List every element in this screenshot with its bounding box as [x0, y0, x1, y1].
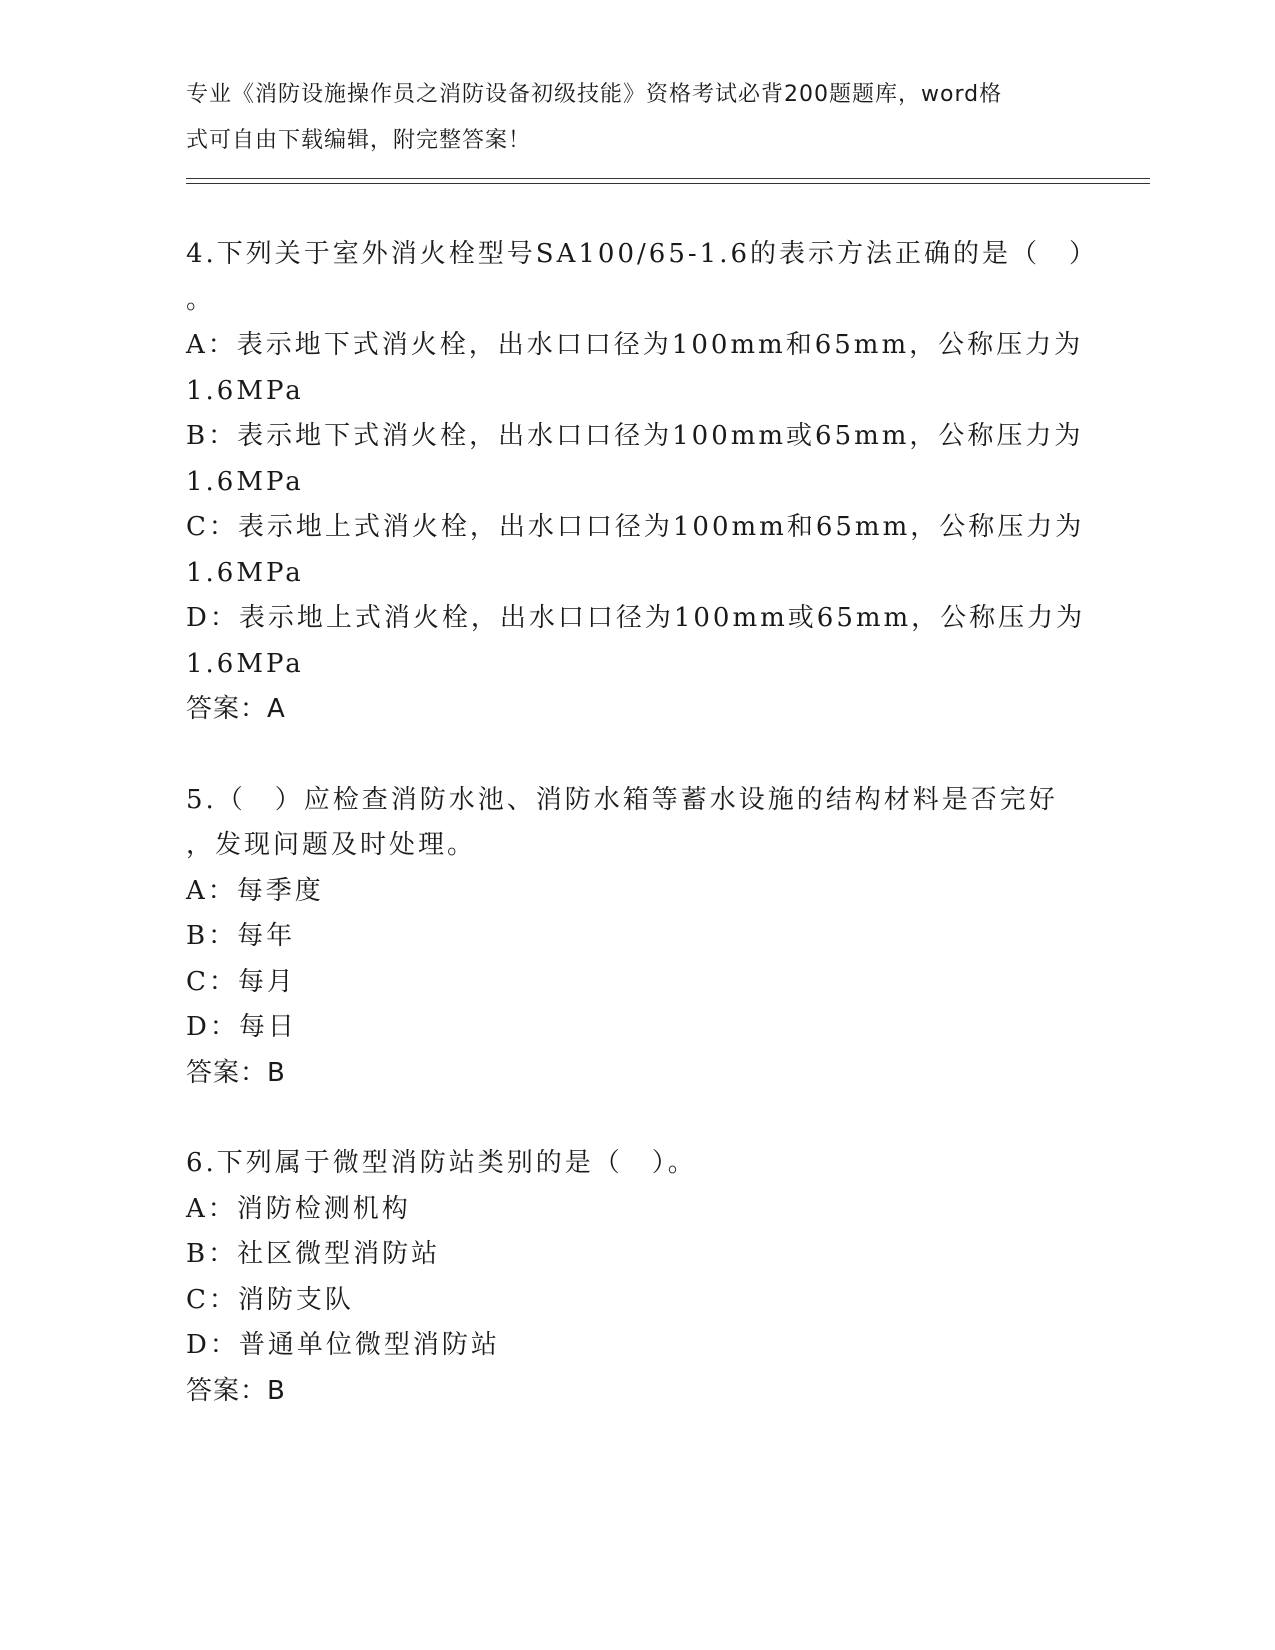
answer-option: 1.6MPa — [186, 648, 304, 679]
question-stem: 。 — [186, 284, 216, 315]
answer-option: B：表示地下式消火栓，出水口口径为100mm或65mm，公称压力为 — [186, 421, 1084, 451]
answer-option: 1.6MPa — [186, 466, 304, 497]
header-divider-bottom — [186, 183, 1150, 184]
header-line-2: 式可自由下载编辑，附完整答案！ — [186, 127, 532, 153]
question-list — [186, 232, 1098, 1414]
answer-key: 答案：B — [186, 1057, 286, 1088]
answer-option: A：消防检测机构 — [186, 1193, 411, 1224]
answer-option: A：每季度 — [186, 875, 324, 906]
answer-option: D：每日 — [186, 1012, 297, 1042]
question-block — [186, 232, 1098, 733]
answer-option: C：每月 — [186, 966, 296, 997]
question-block — [186, 1141, 1086, 1414]
answer-option: 1.6MPa — [186, 557, 304, 588]
answer-option: D：表示地上式消火栓，出水口口径为100mm或65mm，公称压力为 — [186, 603, 1086, 633]
header-line-1: 专业《消防设施操作员之消防设备初级技能》资格考试必背200题题库，word格 — [186, 82, 1003, 107]
answer-option: A：表示地下式消火栓，出水口口径为100mm和65mm，公称压力为 — [186, 330, 1084, 360]
answer-option: C：消防支队 — [186, 1284, 354, 1315]
answer-key: 答案：A — [186, 694, 286, 724]
question-block — [186, 778, 1086, 1097]
header-divider-top — [186, 178, 1150, 179]
question-stem: 4.下列关于室外消火栓型号SA100/65-1.6的表示方法正确的是（ ） — [186, 239, 1098, 269]
answer-option: C：表示地上式消火栓，出水口口径为100mm和65mm，公称压力为 — [186, 512, 1085, 542]
question-spacer — [186, 733, 1086, 778]
answer-key: 答案：B — [186, 1375, 286, 1406]
question-stem: 6.下列属于微型消防站类别的是（ ）。 — [186, 1148, 697, 1178]
question-stem: ，发现问题及时处理。 — [186, 830, 477, 860]
question-stem: 5.（ ）应检查消防水池、消防水箱等蓄水设施的结构材料是否完好 — [186, 784, 1058, 815]
answer-option: 1.6MPa — [186, 375, 304, 406]
answer-option: B：每年 — [186, 921, 296, 951]
answer-option: B：社区微型消防站 — [186, 1239, 441, 1269]
document-header — [186, 72, 1086, 163]
question-spacer — [186, 1096, 1086, 1141]
answer-option: D：普通单位微型消防站 — [186, 1330, 500, 1360]
